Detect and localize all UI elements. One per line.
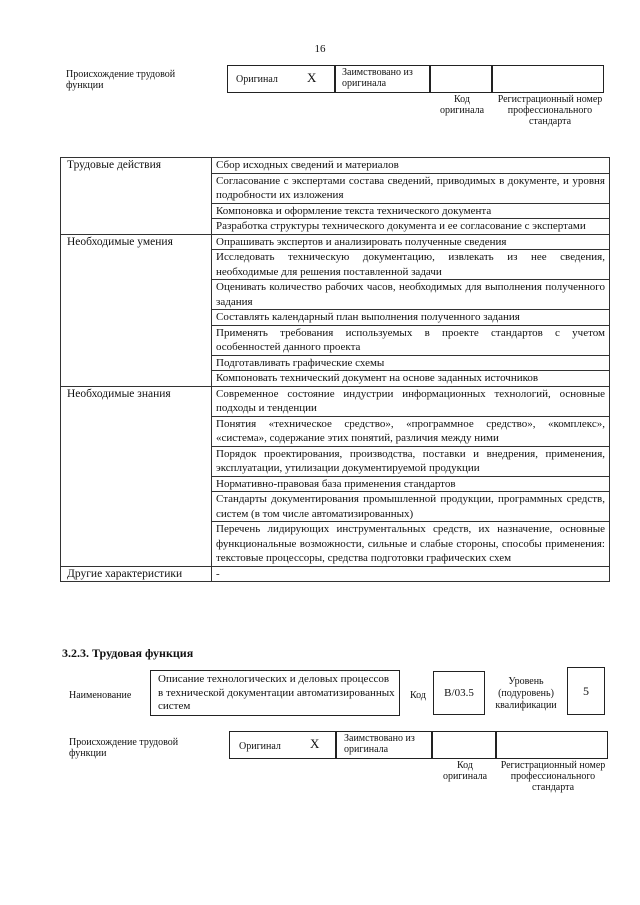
original-mark: X: [310, 736, 320, 751]
section-item: Компоновка и оформление текста технического документа: [212, 203, 610, 219]
section-item: Компоновать технический документ на основе заданных источников: [212, 371, 610, 387]
borrowed-label: Заимствовано из оригинала: [342, 67, 413, 89]
original-mark: X: [307, 70, 317, 85]
reg-cell: [496, 731, 608, 759]
section-item: Стандарты документирования промышленной продукции, программных средств, систем (в том числе автоматизированных): [212, 492, 610, 522]
section-label: Необходимые знания: [61, 386, 212, 566]
table-row: [61, 234, 610, 250]
code-cell: [432, 731, 496, 759]
name-value: Описание технологических и деловых процессов в технической документации автоматизированных систем: [158, 673, 395, 712]
characteristics-table: [60, 157, 610, 582]
code-cell: [430, 65, 492, 93]
section-item: Порядок проектирования, производства, поставки и внедрения, применения, эксплуатации, утилизации документируемой продукции: [212, 446, 610, 476]
section-item: Согласование с экспертами состава сведений, приводимых в документе, и уровня подробности их изложения: [212, 173, 610, 203]
section-item: -: [212, 566, 610, 582]
section-label: Другие характеристики: [61, 566, 212, 582]
section-heading: 3.2.3. Трудовая функция: [62, 646, 194, 660]
section-item: Подготавливать графические схемы: [212, 355, 610, 371]
reg-cell: [492, 65, 604, 93]
level-label: Уровень (подуровень) квалификации: [495, 676, 557, 711]
code-label: Код: [410, 690, 426, 701]
level-value: 5: [583, 684, 589, 698]
section-item: Сбор исходных сведений и материалов: [212, 158, 610, 174]
table-row: [61, 158, 610, 174]
table-row: [61, 386, 610, 416]
section-item: Понятия «техническое средство», «программное средство», «комплекс», «система», содержание этих понятий, различия между ними: [212, 416, 610, 446]
section-label: Необходимые умения: [61, 234, 212, 386]
section-item: Опрашивать экспертов и анализировать полученные сведения: [212, 234, 610, 250]
section-item: Применять требования используемых в проекте стандартов с учетом особенностей данного проекта: [212, 325, 610, 355]
section-label: Трудовые действия: [61, 158, 212, 235]
code-value: B/03.5: [444, 687, 474, 699]
origin-label: Происхождение трудовой функции: [69, 737, 179, 759]
reg-number-caption: Регистрационный номер профессионального стандарта: [500, 760, 606, 793]
reg-number-caption: Регистрационный номер профессионального стандарта: [497, 94, 603, 127]
code-original-caption: Код оригинала: [442, 760, 488, 782]
table-row: [61, 566, 610, 582]
section-item: Современное состояние индустрии информационных технологий, основные подходы и тенденции: [212, 386, 610, 416]
origin-label: Происхождение трудовой функции: [66, 69, 176, 91]
original-label: Оригинал: [239, 741, 281, 752]
original-label: Оригинал: [236, 74, 278, 85]
section-item: Исследовать техническую документацию, извлекать из нее сведения, необходимые для решения поставленной задачи: [212, 250, 610, 280]
code-original-caption: Код оригинала: [439, 94, 485, 116]
section-item: Перечень лидирующих инструментальных средств, их назначение, основные функциональные возможности, сильные и слабые стороны, способы применения: текстовые процессоры, средства подготовки графических схем: [212, 522, 610, 567]
section-item: Нормативно-правовая база применения стандартов: [212, 476, 610, 492]
page-number: 16: [314, 43, 326, 55]
section-item: Разработка структуры технического документа и ее согласование с экспертами: [212, 219, 610, 235]
section-item: Составлять календарный план выполнения полученного задания: [212, 310, 610, 326]
borrowed-label: Заимствовано из оригинала: [344, 733, 415, 755]
section-item: Оценивать количество рабочих часов, необходимых для выполнения полученного задания: [212, 280, 610, 310]
name-label: Наименование: [69, 690, 132, 701]
